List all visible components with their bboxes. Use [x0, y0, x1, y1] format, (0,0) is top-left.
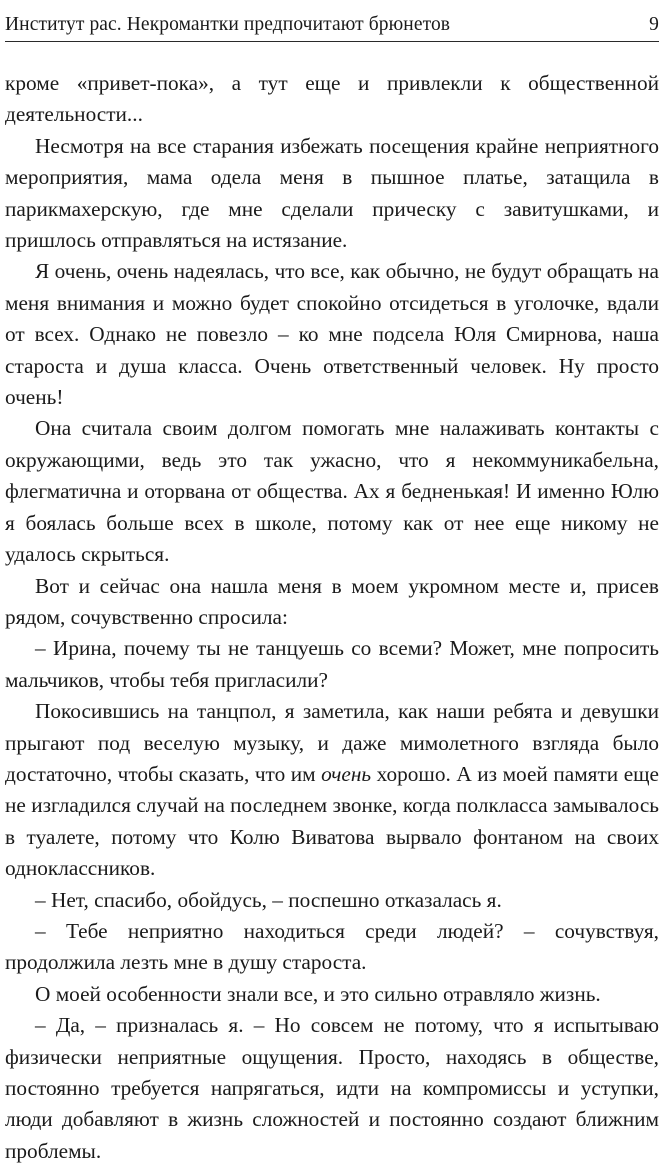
body-text — [5, 68, 659, 1167]
running-header — [5, 6, 659, 36]
paragraph: – Да, – призналась я. – Но совсем не потому, что я испытываю физически неприятные ощущения. Просто, находясь в обществе, постоянно требуется напрягаться, идти на компромиссы и уступки, люди добавляют в жизнь сложностей и постоянно создают ближним проблемы. — [5, 1013, 659, 1163]
running-title: Институт рас. Некромантки предпочитают брюнетов — [5, 14, 451, 35]
emphasized-word: очень — [321, 761, 372, 786]
paragraph: Я очень, очень надеялась, что все, как обычно, не будут обращать на меня внимания и можно будет спокойно отсидеться в уголочке, вдали от всех. Однако не повезло – ко мне подсела Юля Смирнова, наша староста и душа класса. Очень ответственный человек. Ну просто очень! — [5, 259, 659, 410]
paragraph: кроме «привет-пока», а тут еще и привлекли к общественной деятельности... — [5, 71, 659, 127]
paragraph-text: хорошо. А из моей памяти еще не изгладился случай на последнем звонке, когда полкласса замывалось в туалете, потому что Колю Виватова вырвало фонтаном на своих одноклассников. — [5, 761, 659, 881]
paragraph-text: Покосившись на танцпол, я заметила, как наши ребята и девушки прыгают под веселую музыку, и даже мимолетного взгляда было достаточно, чтобы сказать, что им — [5, 699, 659, 786]
paragraph: – Нет, спасибо, обойдусь, – поспешно отказалась я. — [35, 887, 502, 912]
paragraph: Вот и сейчас она нашла меня в моем укромном месте и, присев рядом, сочувственно спросила: — [5, 573, 659, 629]
paragraph: Она считала своим долгом помогать мне налаживать контакты с окружающими, ведь это так ужасно, что я некоммуникабельна, флегматична и оторвана от общества. Ах я бедненькая! И именно Юлю я боялась больше всех в школе, потому как от нее еще никому не удалось скрыться. — [5, 416, 659, 567]
header-rule — [5, 41, 659, 42]
paragraph: – Ирина, почему ты не танцуешь со всеми? Может, мне попросить мальчиков, чтобы тебя пригласили? — [5, 636, 659, 692]
paragraph: Несмотря на все старания избежать посещения крайне неприятного мероприятия, мама одела меня в пышное платье, затащила в парикмахерскую, где мне сделали прическу с завитушками, и пришлось отправляться на истязание. — [5, 133, 659, 253]
page-number: 9 — [649, 14, 659, 35]
paragraph: – Тебе неприятно находиться среди людей? – сочувствуя, продолжила лезть мне в душу староста. — [5, 918, 659, 975]
paragraph — [5, 696, 659, 884]
paragraph: О моей особенности знали все, и это сильно отравляло жизнь. — [35, 981, 601, 1006]
